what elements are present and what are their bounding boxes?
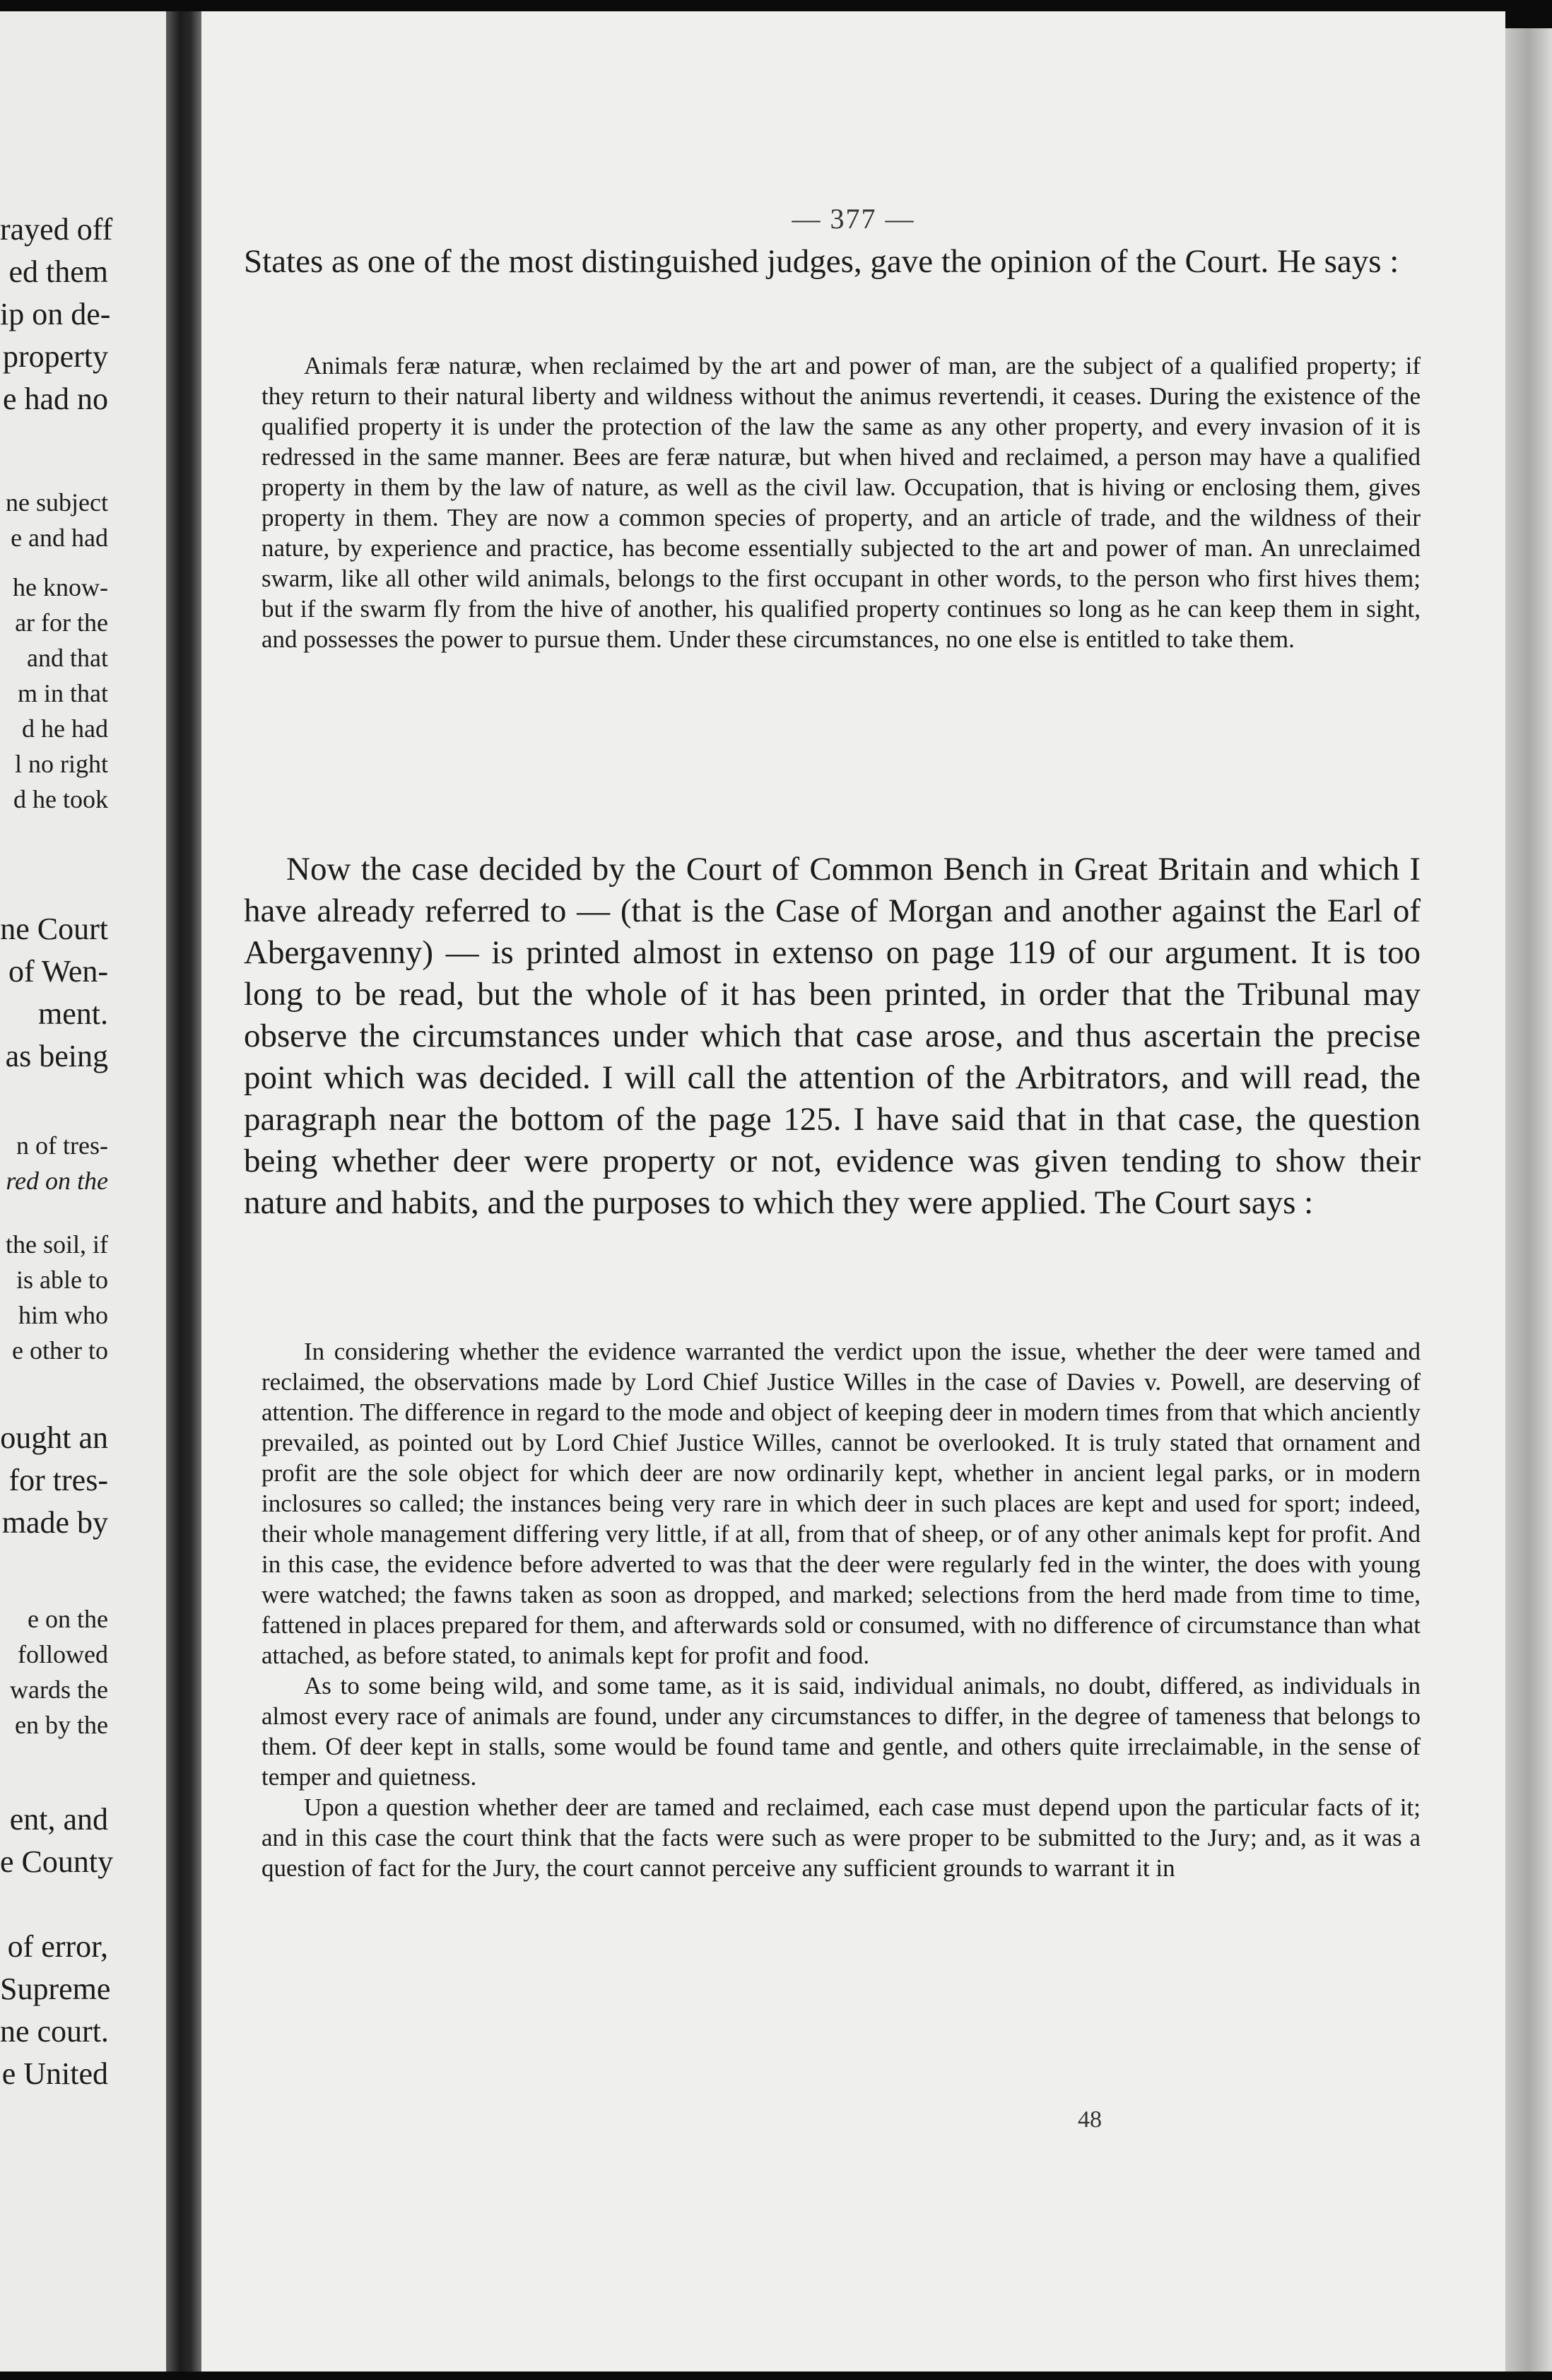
left-page-line: of error,	[7, 1929, 108, 1964]
left-page-line: d he had	[22, 714, 108, 743]
opening-text: States as one of the most distinguished judges, gave the opinion of the Court. He says :	[244, 243, 1399, 280]
left-page-line: made by	[1, 1505, 108, 1540]
quote-deer-paragraph-3: Upon a question whether deer are tamed and reclaimed, each case must depend upon the particular facts of it; and in this case the court think that the facts were such as were proper to be submitted to the Jury; and, as it was a question of fact for the Jury, the court cannot perceive any sufficient grounds to warrant it in	[261, 1793, 1421, 1882]
quoted-passage-bees	[261, 350, 1421, 654]
left-page-line: red on the	[6, 1167, 108, 1195]
left-page-line: m in that	[18, 679, 108, 707]
left-page-line: as being	[5, 1039, 108, 1073]
left-page-line: wards the	[10, 1675, 108, 1704]
left-page-line: followed	[18, 1640, 108, 1668]
left-page-line: n of tres-	[16, 1131, 108, 1160]
left-page-line: property	[2, 339, 108, 374]
left-page-fragment	[0, 11, 166, 2372]
left-page-line: e other to	[12, 1336, 108, 1365]
left-page-line: for tres-	[8, 1463, 108, 1497]
left-page-line: ip on de-	[0, 297, 111, 331]
left-page-line: him who	[18, 1301, 108, 1329]
left-page-line: e on the	[28, 1605, 108, 1633]
left-page-line: ment.	[38, 996, 108, 1031]
left-page-line: e and had	[11, 524, 108, 552]
quote-bees-text: Animals feræ naturæ, when reclaimed by the art and power of man, are the subject of a qualified property; if they return to their natural liberty and wildness without the animus revertendi, it ceases. During the existence of the qualified property it is under the protection of the law the same as any other property, and every invasion of it is redressed in the same manner. Bees are feræ naturæ, but when hived and reclaimed, a person may have a qualified property in them by the law of nature, as well as the civil law. Occupation, that is hiving or enclosing them, gives property in them. They are now a common species of property, and an article of trade, and the wildness of their nature, by experience and practice, has become essentially subjected to the art and power of man. An unreclaimed swarm, like all other wild animals, belongs to the first occupant in other words, to the person who first hives them; but if the swarm fly from the hive of another, his qualified property continues so long as he can keep them in sight, and possesses the power to pursue them. Under these circumstances, no one else is entitled to take them.	[261, 352, 1421, 653]
left-page-line: e had no	[2, 382, 108, 416]
document-page	[201, 11, 1505, 2372]
left-page-line: the soil, if	[6, 1230, 108, 1259]
left-page-line: rayed off	[0, 212, 113, 247]
left-page-line: ne subject	[6, 488, 108, 517]
main-paragraph-text: Now the case decided by the Court of Common Bench in Great Britain and which I have already referred to — (that is the Case of Morgan and another against the Earl of Abergavenny) — is printed almost in extenso on page 119 of our argument. It is too long to be read, but the whole of it has been printed, in order that the Tribunal may observe the circumstances under which that case arose, and thus ascertain the precise point which was decided. I will call the attention of the Arbitrators, and will read, the paragraph near the bottom of the page 125. I have said that in that case, the question being whether deer were property or not, evidence was given tending to show their nature and habits, and the purposes to which they were applied. The Court says :	[244, 851, 1421, 1221]
left-page-line: d he took	[13, 785, 108, 813]
left-page-line: e County	[0, 1844, 114, 1879]
left-page-line: ent, and	[9, 1802, 108, 1837]
page-edge	[1505, 28, 1552, 2372]
left-page-line: Supreme	[0, 1972, 111, 2006]
left-page-line: ed them	[8, 254, 108, 289]
quote-deer-paragraph-2: As to some being wild, and some tame, as it is said, individual animals, no doubt, differed, as individuals in almost every race of animals are found, under any circumstances to differ, in the degree of tameness that belongs to them. Of deer kept in stalls, some would be found tame and gentle, and others quite irreclaimable, in the sense of temper and quietness.	[261, 1672, 1421, 1791]
left-page-line: ne Court	[0, 912, 108, 946]
left-page-line: ne court.	[0, 2014, 109, 2049]
left-page-line: is able to	[16, 1266, 108, 1294]
quote-deer-paragraph-1: In considering whether the evidence warranted the verdict upon the issue, whether the deer were tamed and reclaimed, the observations made by Lord Chief Justice Willes in the case of Davies v. Powell, are deserving of attention. The difference in regard to the mode and object of keeping deer in modern times from that which anciently prevailed, as pointed out by Lord Chief Justice Willes, cannot be overlooked. It is truly stated that ornament and profit are the sole object for which deer are now ordinarily kept, whether in ancient legal parks, or in modern inclosures so called; the instances being very rare in which deer in such places are kept and used for sport; indeed, their whole management differing very little, if at all, from that of sheep, or of any other animals kept for profit. And in this case, the evidence before adverted to was that the deer were regularly fed in the winter, the does with young were watched; the fawns taken as soon as dropped, and marked; selections from the herd made from time to time, fattened in places prepared for them, and afterwards sold or consumed, with no difference of circumstance than what attached, as before stated, to animals kept for profit and food.	[261, 1338, 1421, 1669]
left-page-line: ar for the	[15, 608, 108, 637]
left-page-line: e United	[1, 2056, 108, 2091]
book-gutter	[166, 11, 201, 2372]
left-page-line: he know-	[13, 573, 108, 601]
left-page-line: of Wen-	[8, 954, 108, 989]
quoted-passage-deer	[261, 1336, 1421, 1883]
main-paragraph	[244, 849, 1421, 1224]
opening-paragraph	[244, 241, 1421, 283]
left-page-line: en by the	[15, 1711, 108, 1739]
page-number: — 377 —	[792, 203, 915, 235]
left-page-line: l no right	[15, 750, 108, 778]
left-page-line: ought an	[0, 1420, 108, 1455]
left-page-line: and that	[27, 644, 108, 672]
signature-mark: 48	[1078, 2107, 1102, 2133]
